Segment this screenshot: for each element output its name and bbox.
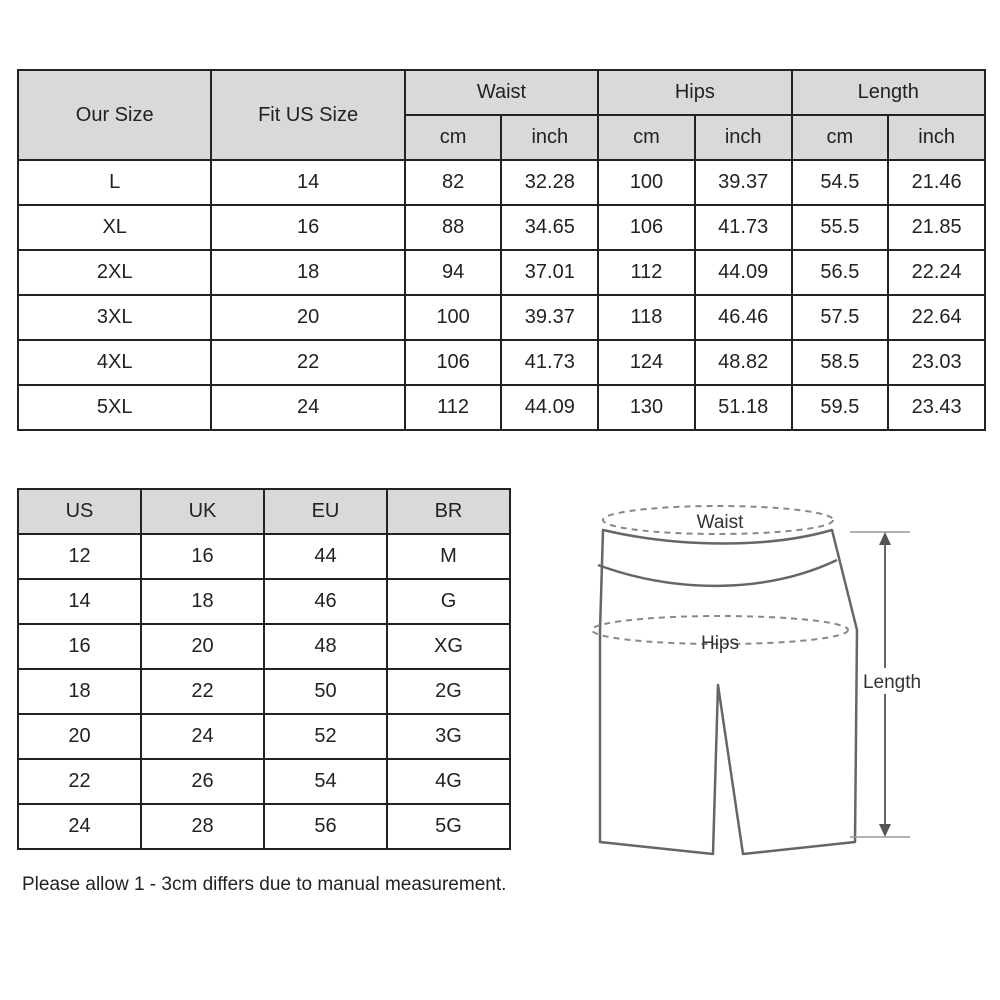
cell-us: 24 — [18, 804, 141, 849]
cell-us: 22 — [18, 759, 141, 804]
cell-eu: 44 — [264, 534, 387, 579]
measurement-note: Please allow 1 - 3cm differs due to manual measurement. — [22, 874, 507, 895]
size-chart-row — [18, 250, 985, 295]
cell-hips-inch: 51.18 — [695, 385, 792, 430]
header-eu: EU — [264, 489, 387, 534]
cell-hips-inch: 41.73 — [695, 205, 792, 250]
size-chart-row — [18, 385, 985, 430]
cell-hips-inch: 44.09 — [695, 250, 792, 295]
cell-uk: 22 — [141, 669, 264, 714]
size-chart-row — [18, 295, 985, 340]
shorts-outline — [600, 530, 857, 854]
cell-length-cm: 59.5 — [792, 385, 889, 430]
header-waist: Waist — [405, 70, 598, 115]
conversion-row — [18, 714, 510, 759]
cell-length-cm: 54.5 — [792, 160, 889, 205]
size-chart-row — [18, 160, 985, 205]
cell-waist-cm: 82 — [405, 160, 502, 205]
cell-eu: 52 — [264, 714, 387, 759]
cell-hips-cm: 124 — [598, 340, 695, 385]
cell-eu: 50 — [264, 669, 387, 714]
cell-waist-inch: 32.28 — [501, 160, 598, 205]
cell-uk: 20 — [141, 624, 264, 669]
cell-our-size: 4XL — [18, 340, 211, 385]
conversion-row — [18, 534, 510, 579]
cell-br: G — [387, 579, 510, 624]
cell-br: 3G — [387, 714, 510, 759]
cell-our-size: 3XL — [18, 295, 211, 340]
cell-br: 5G — [387, 804, 510, 849]
cell-us: 12 — [18, 534, 141, 579]
cell-hips-inch: 46.46 — [695, 295, 792, 340]
cell-waist-inch: 34.65 — [501, 205, 598, 250]
hips-label: Hips — [700, 633, 740, 654]
cell-length-cm: 55.5 — [792, 205, 889, 250]
cell-our-size: L — [18, 160, 211, 205]
conversion-row — [18, 669, 510, 714]
cell-length-cm: 57.5 — [792, 295, 889, 340]
cell-length-inch: 21.85 — [888, 205, 985, 250]
header-hips-cm: cm — [598, 115, 695, 160]
waistband-line — [598, 560, 837, 586]
waist-label: Waist — [696, 512, 744, 533]
header-br: BR — [387, 489, 510, 534]
length-arrow-up-icon — [879, 532, 891, 545]
cell-fit-us-size: 14 — [211, 160, 404, 205]
cell-length-inch: 22.24 — [888, 250, 985, 295]
header-waist-inch: inch — [501, 115, 598, 160]
cell-waist-cm: 112 — [405, 385, 502, 430]
cell-hips-inch: 48.82 — [695, 340, 792, 385]
header-length-inch: inch — [888, 115, 985, 160]
cell-eu: 56 — [264, 804, 387, 849]
cell-waist-inch: 37.01 — [501, 250, 598, 295]
size-chart-header-row — [18, 70, 985, 115]
cell-length-cm: 56.5 — [792, 250, 889, 295]
cell-waist-cm: 100 — [405, 295, 502, 340]
cell-length-cm: 58.5 — [792, 340, 889, 385]
conversion-row — [18, 804, 510, 849]
cell-uk: 26 — [141, 759, 264, 804]
cell-br: 2G — [387, 669, 510, 714]
header-our-size: Our Size — [18, 70, 211, 160]
cell-uk: 28 — [141, 804, 264, 849]
cell-waist-cm: 106 — [405, 340, 502, 385]
cell-length-inch: 22.64 — [888, 295, 985, 340]
cell-hips-cm: 112 — [598, 250, 695, 295]
header-us: US — [18, 489, 141, 534]
conversion-row — [18, 624, 510, 669]
cell-hips-cm: 130 — [598, 385, 695, 430]
cell-length-inch: 21.46 — [888, 160, 985, 205]
cell-eu: 46 — [264, 579, 387, 624]
cell-waist-inch: 44.09 — [501, 385, 598, 430]
cell-eu: 54 — [264, 759, 387, 804]
size-chart-row — [18, 205, 985, 250]
header-length: Length — [792, 70, 985, 115]
cell-br: 4G — [387, 759, 510, 804]
header-hips-inch: inch — [695, 115, 792, 160]
shorts-measurement-diagram — [540, 490, 940, 870]
conversion-row — [18, 759, 510, 804]
conversion-row — [18, 579, 510, 624]
cell-waist-cm: 88 — [405, 205, 502, 250]
header-hips: Hips — [598, 70, 791, 115]
cell-uk: 16 — [141, 534, 264, 579]
header-uk: UK — [141, 489, 264, 534]
conversion-header-row — [18, 489, 510, 534]
cell-us: 18 — [18, 669, 141, 714]
cell-uk: 24 — [141, 714, 264, 759]
cell-hips-inch: 39.37 — [695, 160, 792, 205]
cell-waist-cm: 94 — [405, 250, 502, 295]
cell-our-size: 2XL — [18, 250, 211, 295]
header-fit-us-size: Fit US Size — [211, 70, 404, 160]
cell-our-size: 5XL — [18, 385, 211, 430]
cell-length-inch: 23.03 — [888, 340, 985, 385]
cell-us: 20 — [18, 714, 141, 759]
size-chart-row — [18, 340, 985, 385]
cell-us: 14 — [18, 579, 141, 624]
cell-waist-inch: 41.73 — [501, 340, 598, 385]
cell-br: M — [387, 534, 510, 579]
cell-waist-inch: 39.37 — [501, 295, 598, 340]
cell-hips-cm: 106 — [598, 205, 695, 250]
cell-hips-cm: 100 — [598, 160, 695, 205]
cell-us: 16 — [18, 624, 141, 669]
cell-fit-us-size: 22 — [211, 340, 404, 385]
cell-fit-us-size: 16 — [211, 205, 404, 250]
cell-our-size: XL — [18, 205, 211, 250]
length-arrow-down-icon — [879, 824, 891, 837]
cell-br: XG — [387, 624, 510, 669]
cell-fit-us-size: 24 — [211, 385, 404, 430]
size-chart-table — [17, 69, 986, 431]
cell-fit-us-size: 20 — [211, 295, 404, 340]
size-conversion-table — [17, 488, 511, 850]
cell-uk: 18 — [141, 579, 264, 624]
header-length-cm: cm — [792, 115, 889, 160]
header-waist-cm: cm — [405, 115, 502, 160]
cell-fit-us-size: 18 — [211, 250, 404, 295]
cell-hips-cm: 118 — [598, 295, 695, 340]
length-label: Length — [862, 672, 922, 693]
cell-length-inch: 23.43 — [888, 385, 985, 430]
cell-eu: 48 — [264, 624, 387, 669]
